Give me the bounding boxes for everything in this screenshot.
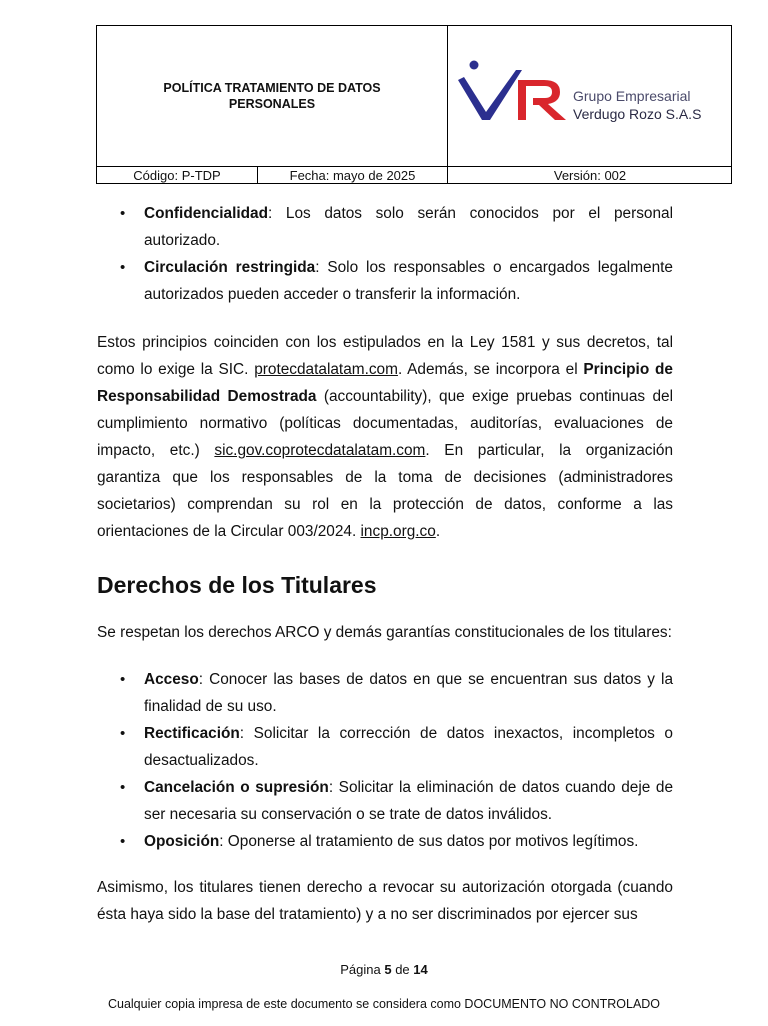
list-item-term: Acceso xyxy=(144,671,199,688)
list-item xyxy=(144,828,673,855)
revocation-paragraph: Asimismo, los titulares tienen derecho a revocar su autorización otorgada (cuando ésta haya sido la base del tratamiento) y a no ser discriminados por ejercer sus xyxy=(97,879,673,923)
page-number-label: Página xyxy=(340,962,385,977)
paragraph-text: Estos principios coinciden con los estipulados en la Ley 1581 y sus decretos, tal como lo exige la SIC. xyxy=(97,334,673,378)
logo-text-line2: Verdugo Rozo S.A.S xyxy=(573,106,702,122)
vr-logo-icon xyxy=(456,60,571,120)
list-item xyxy=(144,720,673,774)
list-item-term: Cancelación o supresión xyxy=(144,779,329,796)
list-item-text: : Solicitar la eliminación de datos cuando deje de ser necesaria su conservación o se trate de datos inválidos. xyxy=(144,779,674,823)
paragraph-text: . Además, se incorpora el xyxy=(397,361,584,378)
list-item-term: Circulación restringida xyxy=(144,259,316,276)
document-body xyxy=(97,200,673,928)
paragraph-bold: Principio de Responsabilidad Demostrada xyxy=(97,361,673,405)
logo-text-line1: Grupo Empresarial xyxy=(573,88,691,104)
page-number-sep: de xyxy=(391,962,414,977)
document-date: Fecha: mayo de 2025 xyxy=(289,168,416,183)
list-item-term: Confidencialidad xyxy=(144,205,268,222)
document-title-cell xyxy=(97,26,447,166)
list-item-text: : Oponerse al tratamiento de sus datos por motivos legítimos. xyxy=(219,833,639,850)
list-item xyxy=(144,666,673,720)
company-logo xyxy=(448,26,732,166)
document-version: Versión: 002 xyxy=(553,168,627,183)
document-header xyxy=(96,25,732,184)
document-title: POLÍTICA TRATAMIENTO DE DATOS PERSONALES xyxy=(163,81,381,111)
rights-intro-paragraph: Se respetan los derechos ARCO y demás garantías constitucionales de los titulares: xyxy=(97,624,672,641)
list-item-text: : Solicitar la corrección de datos inexactos, incompletos o desactualizados. xyxy=(144,725,673,769)
uncontrolled-copy-note: Cualquier copia impresa de este documento se considera como DOCUMENTO NO CONTROLADO xyxy=(107,997,661,1011)
page-total: 14 xyxy=(413,962,428,977)
list-item-text: : Conocer las bases de datos en que se encuentran sus datos y la finalidad de su uso. xyxy=(144,671,673,715)
page-current: 5 xyxy=(384,962,392,977)
paragraph-text: . En particular, la organización garantiza que los responsables de la toma de decisiones (administradores societarios) comprendan su rol en la protección de datos, conforme a las orientaciones de la Circular 003/2024. xyxy=(97,442,673,540)
principles-list xyxy=(97,200,673,308)
link-protecdatalatam[interactable]: protecdatalatam.com xyxy=(254,361,398,378)
principles-paragraph xyxy=(97,329,673,545)
list-item xyxy=(144,200,673,254)
document-code: Código: P-TDP xyxy=(133,168,221,183)
rights-list xyxy=(97,666,673,855)
page-number xyxy=(0,962,768,977)
list-item-term: Oposición xyxy=(144,833,220,850)
list-item-text: : Los datos solo serán conocidos por el personal autorizado. xyxy=(144,205,673,249)
link-incp[interactable]: incp.org.co xyxy=(360,523,436,540)
paragraph-text: (accountability), que exige pruebas continuas del cumplimiento normativo (políticas documentadas, auditorías, evaluaciones de impacto, etc.) xyxy=(97,388,673,459)
list-item-term: Rectificación xyxy=(144,725,240,742)
paragraph-text: . xyxy=(435,523,441,540)
list-item xyxy=(144,774,673,828)
section-heading: Derechos de los Titulares xyxy=(97,572,377,598)
list-item xyxy=(144,254,673,308)
list-item-text: : Solo los responsables o encargados legalmente autorizados pueden acceder o transferir la información. xyxy=(144,259,673,303)
link-sic[interactable]: sic.gov.coprotecdatalatam.com xyxy=(214,442,426,459)
